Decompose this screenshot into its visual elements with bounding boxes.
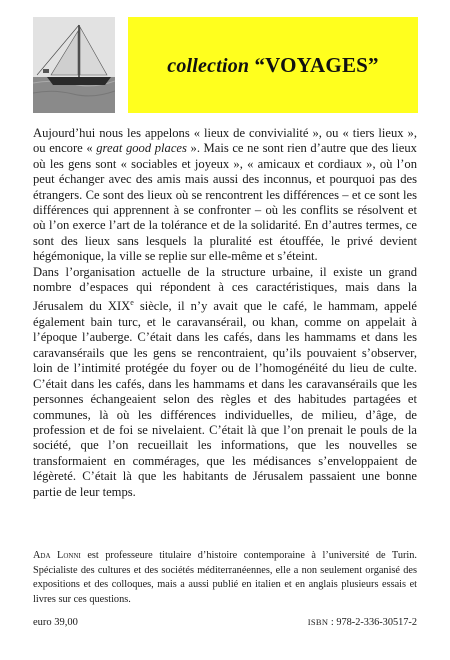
sailboat-photo (33, 17, 115, 113)
sailboat-icon (33, 17, 115, 113)
collection-banner (128, 17, 418, 113)
paragraph-1: Aujourd’hui nous les appelons « lieux de convivialité », ou « tiers lieux », ou encore « great good places ». Mais ce ne sont rien d’autre que des lieux où les gens sont « sociables et joyeux », « amicaux et cordiaux », où l’on peut échanger avec des amis mais aussi des inconnus, et pourquoi pas des étrangers. Ce sont des lieux où se rencontrent les différences – et ce sont les différences qui apprennent à se confronter – où les conflits se résolvent et où l’on exerce l’art de la tolérance et de la solidarité. En d’autres termes, ce sont des lieux sans lesquels la pluralité est étouffée, le privé devient hégémonique, la ville se replie sur elle-même et s’éteint. (33, 126, 417, 264)
paragraph-2: Dans l’organisation actuelle de la structure urbaine, il existe un grand nombre d’espaces qui répondent à ces caractéristiques, mais dans la Jérusalem du XIXe siècle, il n’y avait que le café, le hammam, appelé également bain turc, et le caravansérail, ou khan, comme on appelait à l’époque l’auberge. C’était dans les cafés, dans les hammams et dans les caravansérails que les gens se rencontraient, qu’ils pouvaient s’observer, loin de l’intimité protégée du foyer ou de l’homogénéité du lieu de culte. C’était dans les cafés, dans les hammams et dans les caravansérails que les personnes échangeaient selon des règles et des habitudes partagées et communes, là où les différences individuelles, de milieu, d’âge, de profession et de foi se nivelaient. C’était là que l’on prenait le pouls de la société, que l’on recueillait les informations, que les nouvelles se transformaient en commérages, que les médisances s’enveloppaient de légèreté. C’était là que les habitants de Jérusalem passaient une bonne partie de leur temps. (33, 264, 417, 499)
author-name: Ada Lonni (33, 550, 81, 561)
collection-title: collection “VOYAGES” (167, 52, 379, 77)
main-text (33, 126, 417, 500)
price: euro 39,00 (33, 617, 78, 628)
author-bio: Ada Lonni est professeure titulaire d’histoire contemporaine à l’université de Turin. Spécialiste des cultures et des sociétés méditerranéennes, elle a non seulement organisé des expositions et des colloques, mais a aussi publié en italien et en anglais plusieurs essais et livres sur ces questions. (33, 550, 417, 605)
isbn: ISBN : 978-2-336-30517-2 (307, 617, 417, 628)
